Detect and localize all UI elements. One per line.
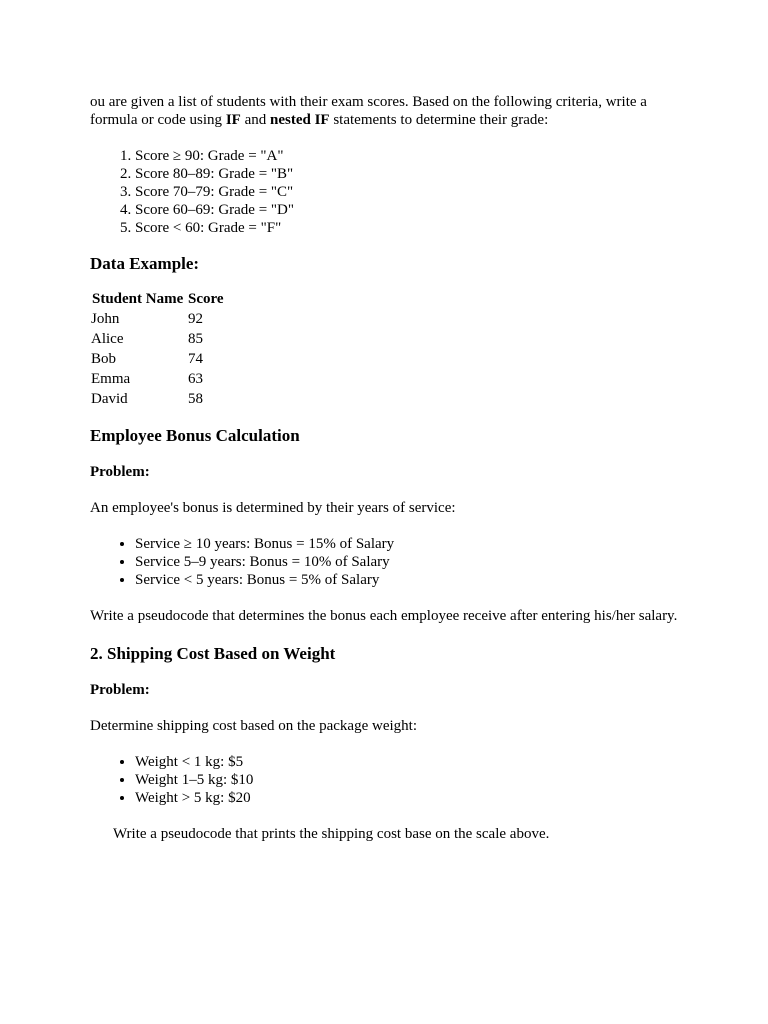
bonus-rule-item: • Service 5–9 years: Bonus = 10% of Salary: [135, 553, 680, 571]
bonus-problem-label: Problem:: [90, 464, 150, 480]
criteria-item: 4. Score 60–69: Grade = "D": [135, 201, 680, 219]
shipping-description: Determine shipping cost based on the package weight:: [90, 718, 417, 734]
score-cell: 58: [188, 391, 203, 407]
criteria-item: 2. Score 80–89: Grade = "B": [135, 165, 680, 183]
score-cell: 92: [188, 311, 203, 327]
shipping-task: Write a pseudocode that prints the shipping cost base on the scale above.: [113, 826, 550, 842]
student-scores-table: [90, 289, 225, 409]
criteria-item: 5. Score < 60: Grade = "F": [135, 219, 680, 237]
intro-bold-if: IF: [225, 112, 241, 128]
table-row: [90, 369, 225, 389]
score-cell: 63: [188, 371, 203, 387]
intro-bold-nested-if: nested IF: [269, 112, 330, 128]
data-example-heading: Data Example:: [90, 254, 200, 273]
intro-text-and: and: [240, 112, 270, 128]
bonus-rule-item: • Service ≥ 10 years: Bonus = 15% of Salary: [135, 535, 680, 553]
table-row: [90, 309, 225, 329]
grade-criteria-list: [90, 147, 680, 237]
table-header-row: [90, 289, 225, 309]
intro-text-end: statements to determine their grade:: [329, 112, 549, 128]
criteria-item: 1. Score ≥ 90: Grade = "A": [135, 147, 680, 165]
score-cell: 74: [188, 351, 203, 367]
bonus-task: Write a pseudocode that determines the bonus each employee receive after entering his/her salary.: [90, 608, 678, 624]
shipping-rules-list: [90, 753, 680, 807]
student-name-cell: David: [91, 391, 128, 407]
document-page: [90, 93, 680, 861]
shipping-rule-item: • Weight 1–5 kg: $10: [135, 771, 680, 789]
bonus-rule-item: • Service < 5 years: Bonus = 5% of Salary: [135, 571, 680, 589]
intro-text-start: ou are given a list of students with their exam scores. Based on the following criteria, write a formula or code using: [90, 94, 647, 128]
student-name-cell: Bob: [91, 351, 117, 367]
student-name-cell: Alice: [91, 331, 124, 347]
column-header-student-name: Student Name: [92, 291, 184, 307]
score-cell: 85: [188, 331, 203, 347]
shipping-problem-label: Problem:: [90, 682, 150, 698]
column-header-score: Score: [188, 291, 224, 307]
intro-paragraph: [90, 93, 680, 129]
student-name-cell: John: [91, 311, 120, 327]
criteria-item: 3. Score 70–79: Grade = "C": [135, 183, 680, 201]
bonus-section-heading: Employee Bonus Calculation: [90, 426, 300, 445]
shipping-rule-item: • Weight < 1 kg: $5: [135, 753, 680, 771]
bonus-description: An employee's bonus is determined by their years of service:: [90, 500, 456, 516]
bonus-rules-list: [90, 535, 680, 589]
student-name-cell: Emma: [91, 371, 131, 387]
shipping-rule-item: • Weight > 5 kg: $20: [135, 789, 680, 807]
table-row: [90, 329, 225, 349]
table-row: [90, 349, 225, 369]
shipping-section-heading: 2. Shipping Cost Based on Weight: [90, 644, 336, 663]
table-row: [90, 389, 225, 409]
